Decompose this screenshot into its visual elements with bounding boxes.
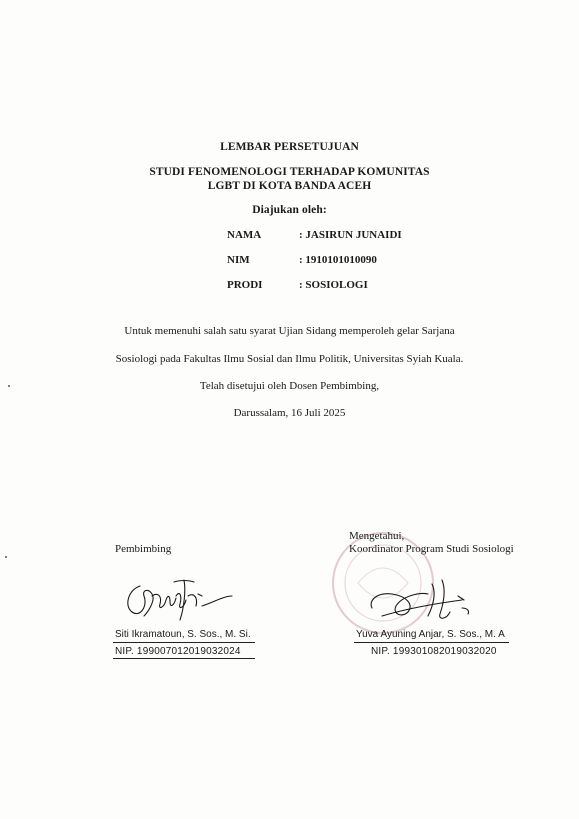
approval-line: Telah disetujui oleh Dosen Pembimbing, — [199, 380, 380, 392]
advisor-nip: NIP. 199007012019032024 — [115, 646, 241, 657]
coordinator-name: Yuva Ayuning Anjar, S. Sos., M. A — [356, 629, 505, 640]
document-title: LEMBAR PERSETUJUAN — [220, 141, 359, 153]
coordinator-role: Koordinator Program Studi Sosiologi — [349, 543, 514, 555]
nim-value: : 1910101010090 — [299, 254, 377, 266]
name-label: NAMA — [227, 229, 262, 241]
statement-line1: Untuk memenuhi salah satu syarat Ujian Sidang memperoleh gelar Sarjana — [124, 325, 455, 337]
document-subtitle-line1: STUDI FENOMENOLOGI TERHADAP KOMUNITAS — [149, 166, 430, 178]
name-value: : JASIRUN JUNAIDI — [299, 229, 402, 241]
document-subtitle-line2: LGBT DI KOTA BANDA ACEH — [207, 180, 372, 192]
place-date: Darussalam, 16 Juli 2025 — [233, 407, 346, 419]
statement-line2: Sosiologi pada Fakultas Ilmu Sosial dan Ilmu Politik, Universitas Syiah Kuala. — [115, 353, 464, 365]
prodi-label: PRODI — [227, 279, 263, 291]
scan-speck — [5, 556, 7, 558]
coordinator-nip: NIP. 199301082019032020 — [371, 646, 497, 657]
coordinator-signature — [362, 574, 482, 626]
submitted-by-label: Diajukan oleh: — [252, 204, 327, 216]
prodi-value: : SOSIOLOGI — [299, 279, 368, 291]
nim-label: NIM — [227, 254, 250, 266]
acknowledged-label: Mengetahui, — [349, 530, 405, 542]
advisor-name: Siti Ikramatoun, S. Sos., M. Si. — [115, 629, 251, 640]
scan-speck — [8, 385, 10, 387]
advisor-signature — [118, 566, 238, 626]
advisor-role: Pembimbing — [115, 543, 172, 555]
